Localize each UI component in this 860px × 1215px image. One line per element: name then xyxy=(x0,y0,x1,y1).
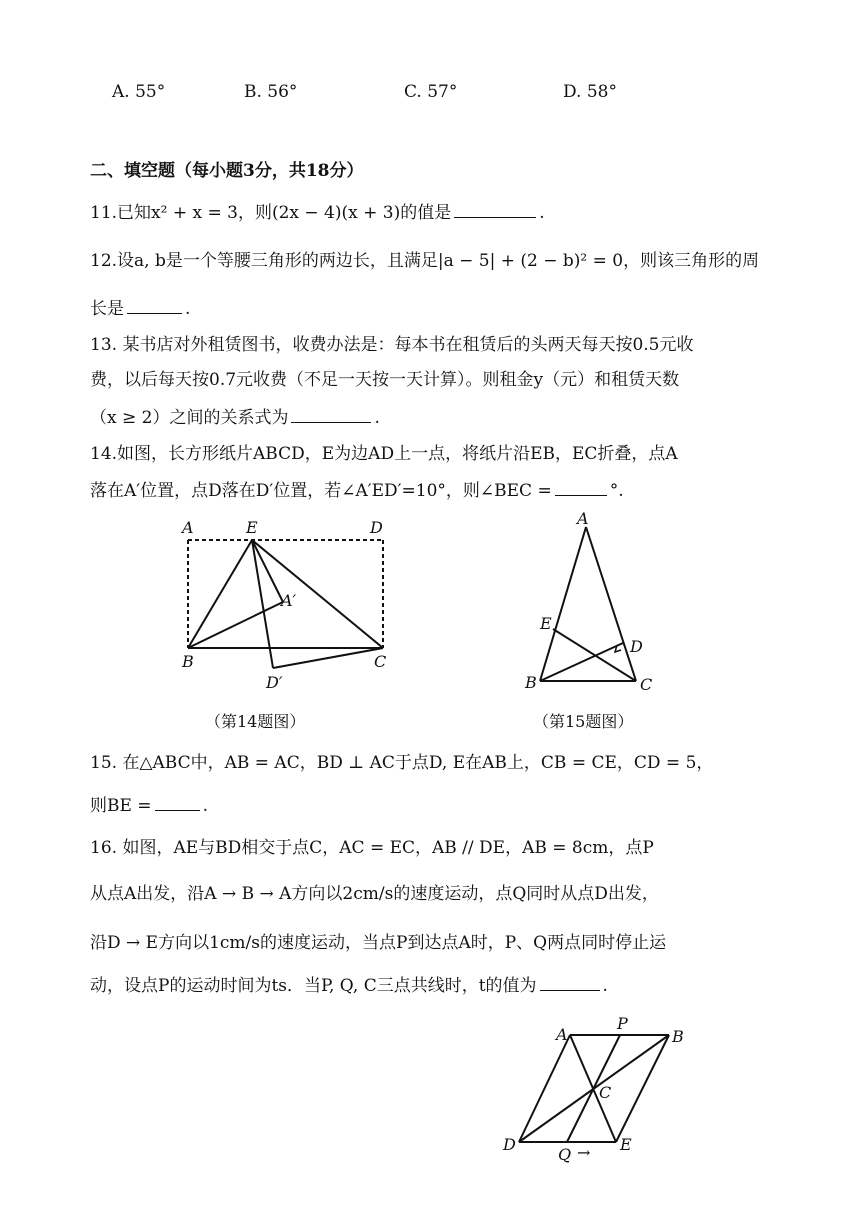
q11-answer-blank xyxy=(454,201,536,218)
fig14-edge-ec xyxy=(252,540,383,648)
fig15-label-a: A xyxy=(577,510,589,528)
fig14-label-c: C xyxy=(374,652,387,671)
question-16-line4 xyxy=(90,974,608,998)
fig15-label-c: C xyxy=(640,675,653,694)
section-title: 二、填空题（每小题3分，共18分） xyxy=(90,161,364,181)
figure-16 xyxy=(495,1010,695,1170)
fig15-edge-ab xyxy=(540,527,586,681)
q12-tail: . xyxy=(185,299,191,319)
q16-text: 动，设点P的运动时间为ts．当P, Q, C三点共线时，t的值为 xyxy=(90,976,537,996)
fig15-label-b: B xyxy=(525,673,537,692)
fig14-label-b: B xyxy=(182,652,194,671)
choice-c: C. 57° xyxy=(404,82,458,102)
fig15-edge-ec xyxy=(553,629,636,681)
fig16-edge-pq xyxy=(567,1035,620,1142)
q15-answer-blank xyxy=(155,794,200,811)
fig16-label-p: P xyxy=(617,1014,628,1033)
fig16-edge-be xyxy=(616,1035,669,1142)
q16-tail: . xyxy=(602,976,608,996)
q14-answer-blank xyxy=(555,479,607,496)
q15-tail: . xyxy=(202,796,208,816)
choice-d: D. 58° xyxy=(563,82,617,102)
fig14-label-e: E xyxy=(246,518,258,537)
question-12-line2 xyxy=(90,297,190,321)
question-13-line1: 13. 某书店对外租赁图书，收费办法是：每本书在租赁后的头两天每天按0.5元收 xyxy=(90,335,694,355)
fig14-label-a: A xyxy=(182,518,194,537)
choice-a: A. 55° xyxy=(112,82,166,102)
question-15-line2 xyxy=(90,794,208,818)
q13-text: （x ≥ 2）之间的关系式为 xyxy=(90,408,289,428)
fig15-label-d: D xyxy=(630,637,643,656)
fig15-edge-ac xyxy=(586,527,636,681)
q15-text: 则BE = xyxy=(90,796,152,816)
question-13-line2: 费，以后每天按0.7元收费（不足一天按一天计算）。则租金y（元）和租赁天数 xyxy=(90,370,680,390)
fig16-label-d: D xyxy=(503,1135,516,1154)
question-12-line1: 12.设a, b是一个等腰三角形的两边长，且满足|a − 5| + (2 − b)² = 0，则该三角形的周 xyxy=(90,251,760,271)
q13-answer-blank xyxy=(291,406,371,423)
q13-tail: . xyxy=(374,408,380,428)
question-16-line3: 沿D → E方向以1cm/s的速度运动，当点P到达点A时，P、Q两点同时停止运 xyxy=(90,933,667,953)
figure-15 xyxy=(515,510,665,695)
question-16-line2: 从点A出发，沿A → B → A方向以2cm/s的速度运动，点Q同时从点D出发， xyxy=(90,884,659,904)
q12-text: 长是 xyxy=(90,299,124,319)
question-14-line2 xyxy=(90,479,624,503)
q11-text: 11.已知x² + x = 3，则(2x − 4)(x + 3)的值是 xyxy=(90,203,452,223)
fig14-caption: （第14题图） xyxy=(205,712,306,731)
fig14-label-d: D xyxy=(370,518,383,537)
choice-b: B. 56° xyxy=(244,82,298,102)
question-16-line1: 16. 如图，AE与BD相交于点C，AC = EC，AB // DE，AB = 8cm，点P xyxy=(90,838,654,858)
fig14-edge-d1c xyxy=(273,648,383,668)
fig14-label-a-prime: A′ xyxy=(281,591,297,610)
fig16-label-b: B xyxy=(672,1027,684,1046)
q12-answer-blank xyxy=(127,297,182,314)
fig16-motion-arrow: → xyxy=(577,1143,591,1162)
fig14-label-d-prime: D′ xyxy=(266,673,283,692)
fig15-label-e: E xyxy=(540,614,552,633)
fig15-caption: （第15题图） xyxy=(533,712,634,731)
fig16-edge-ad xyxy=(519,1035,570,1142)
fig16-label-q: Q xyxy=(558,1145,572,1164)
q11-tail: . xyxy=(539,203,545,223)
figure-14 xyxy=(170,510,410,695)
q14-text: 落在A′位置，点D落在D′位置，若∠A′ED′=10°，则∠BEC = xyxy=(90,481,552,501)
fig16-label-a: A xyxy=(556,1025,568,1044)
fig16-label-c: C xyxy=(599,1083,612,1102)
question-11 xyxy=(90,201,545,225)
fig16-label-e: E xyxy=(620,1135,632,1154)
question-15-line1: 15. 在△ABC中，AB = AC，BD ⊥ AC于点D, E在AB上，CB = CE，CD = 5， xyxy=(90,753,714,773)
question-13-line3 xyxy=(90,406,380,430)
fig15-edge-bd xyxy=(540,643,623,681)
question-14-line1: 14.如图，长方形纸片ABCD，E为边AD上一点，将纸片沿EB，EC折叠，点A xyxy=(90,444,678,464)
q16-answer-blank xyxy=(540,974,600,991)
q14-tail: °. xyxy=(609,481,624,501)
